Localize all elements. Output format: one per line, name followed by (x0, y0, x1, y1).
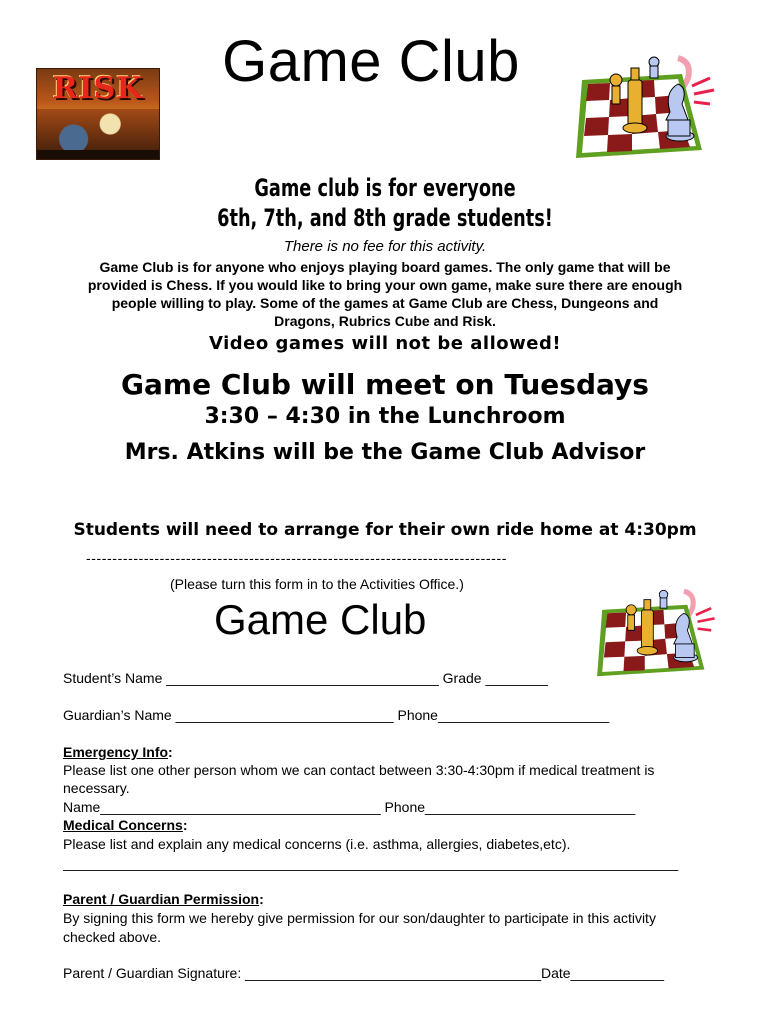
emergency-heading-label: Emergency Info (63, 744, 169, 760)
medical-concerns-field[interactable]: _______________________________________________________________________________ (63, 855, 679, 871)
emergency-contact-field[interactable]: Name____________________________________ Phone___________________________ (63, 799, 636, 815)
intro-line-2: 6th, 7th, and 8th grade students! (217, 204, 553, 232)
medical-heading (63, 816, 188, 834)
meeting-time-place: 3:30 – 4:30 in the Lunchroom (204, 404, 566, 429)
emergency-instructions-1: Please list one other person whom we can contact between 3:30-4:30pm if medical treatment is (63, 762, 655, 778)
video-games-notice: Video games will not be allowed! (208, 333, 562, 354)
chess-bishop-piece (659, 590, 668, 608)
turn-in-instructions: (Please turn this form in to the Activities Office.) (170, 576, 464, 592)
emergency-heading (63, 743, 173, 761)
permission-heading-label: Parent / Guardian Permission (63, 891, 260, 907)
risk-game-box-image (36, 68, 160, 160)
ride-home-notice: Students will need to arrange for their own ride home at 4:30pm (73, 520, 697, 540)
cut-line: -------------------------------------------------------------------------------- (86, 550, 507, 566)
student-name-grade-field[interactable]: Student’s Name ___________________________________ Grade ________ (63, 670, 548, 686)
form-title: Game Club (214, 596, 427, 643)
permission-heading-colon: : (259, 891, 264, 907)
no-fee-text: There is no fee for this activity. (283, 238, 487, 255)
chess-bishop-piece (649, 57, 659, 78)
permission-text-2: checked above. (63, 929, 162, 945)
description-line-2: provided is Chess. If you would like to bring your own game, make sure there are enough (87, 277, 683, 293)
chess-motion-lines (696, 608, 715, 630)
chess-clipart-image-small (592, 584, 718, 680)
risk-box-strip (37, 150, 159, 159)
intro-line-1: Game club is for everyone (254, 174, 516, 202)
chess-motion-lines (692, 78, 714, 104)
guardian-name-phone-field[interactable]: Guardian’s Name ____________________________ Phone______________________ (63, 707, 610, 723)
description-line-1: Game Club is for anyone who enjoys playing board games. The only game that will be (99, 259, 671, 275)
medical-heading-label: Medical Concerns (63, 817, 183, 833)
description-line-4: Dragons, Rubrics Cube and Risk. (274, 313, 496, 329)
description-line-3: people willing to play. Some of the games at Game Club are Chess, Dungeons and (111, 295, 659, 311)
emergency-instructions-2: necessary. (63, 780, 130, 796)
permission-text-1: By signing this form we hereby give permission for our son/daughter to participate in this activity (63, 910, 656, 926)
chess-pawn-piece (610, 74, 622, 104)
chess-clipart-image (570, 50, 718, 162)
medical-instructions: Please list and explain any medical concerns (i.e. asthma, allergies, diabetes,etc). (63, 836, 571, 852)
meeting-advisor: Mrs. Atkins will be the Game Club Advisor (124, 440, 646, 465)
signature-date-field[interactable]: Parent / Guardian Signature: ______________________________________Date____________ (63, 965, 664, 981)
chess-pawn-piece (626, 605, 636, 631)
medical-heading-colon: : (182, 817, 188, 833)
permission-heading (63, 890, 264, 908)
meeting-day: Game Club will meet on Tuesdays (121, 368, 649, 401)
risk-logo: RISK (52, 71, 144, 106)
page-title: Game Club (222, 29, 520, 94)
emergency-heading-colon: : (168, 744, 173, 760)
